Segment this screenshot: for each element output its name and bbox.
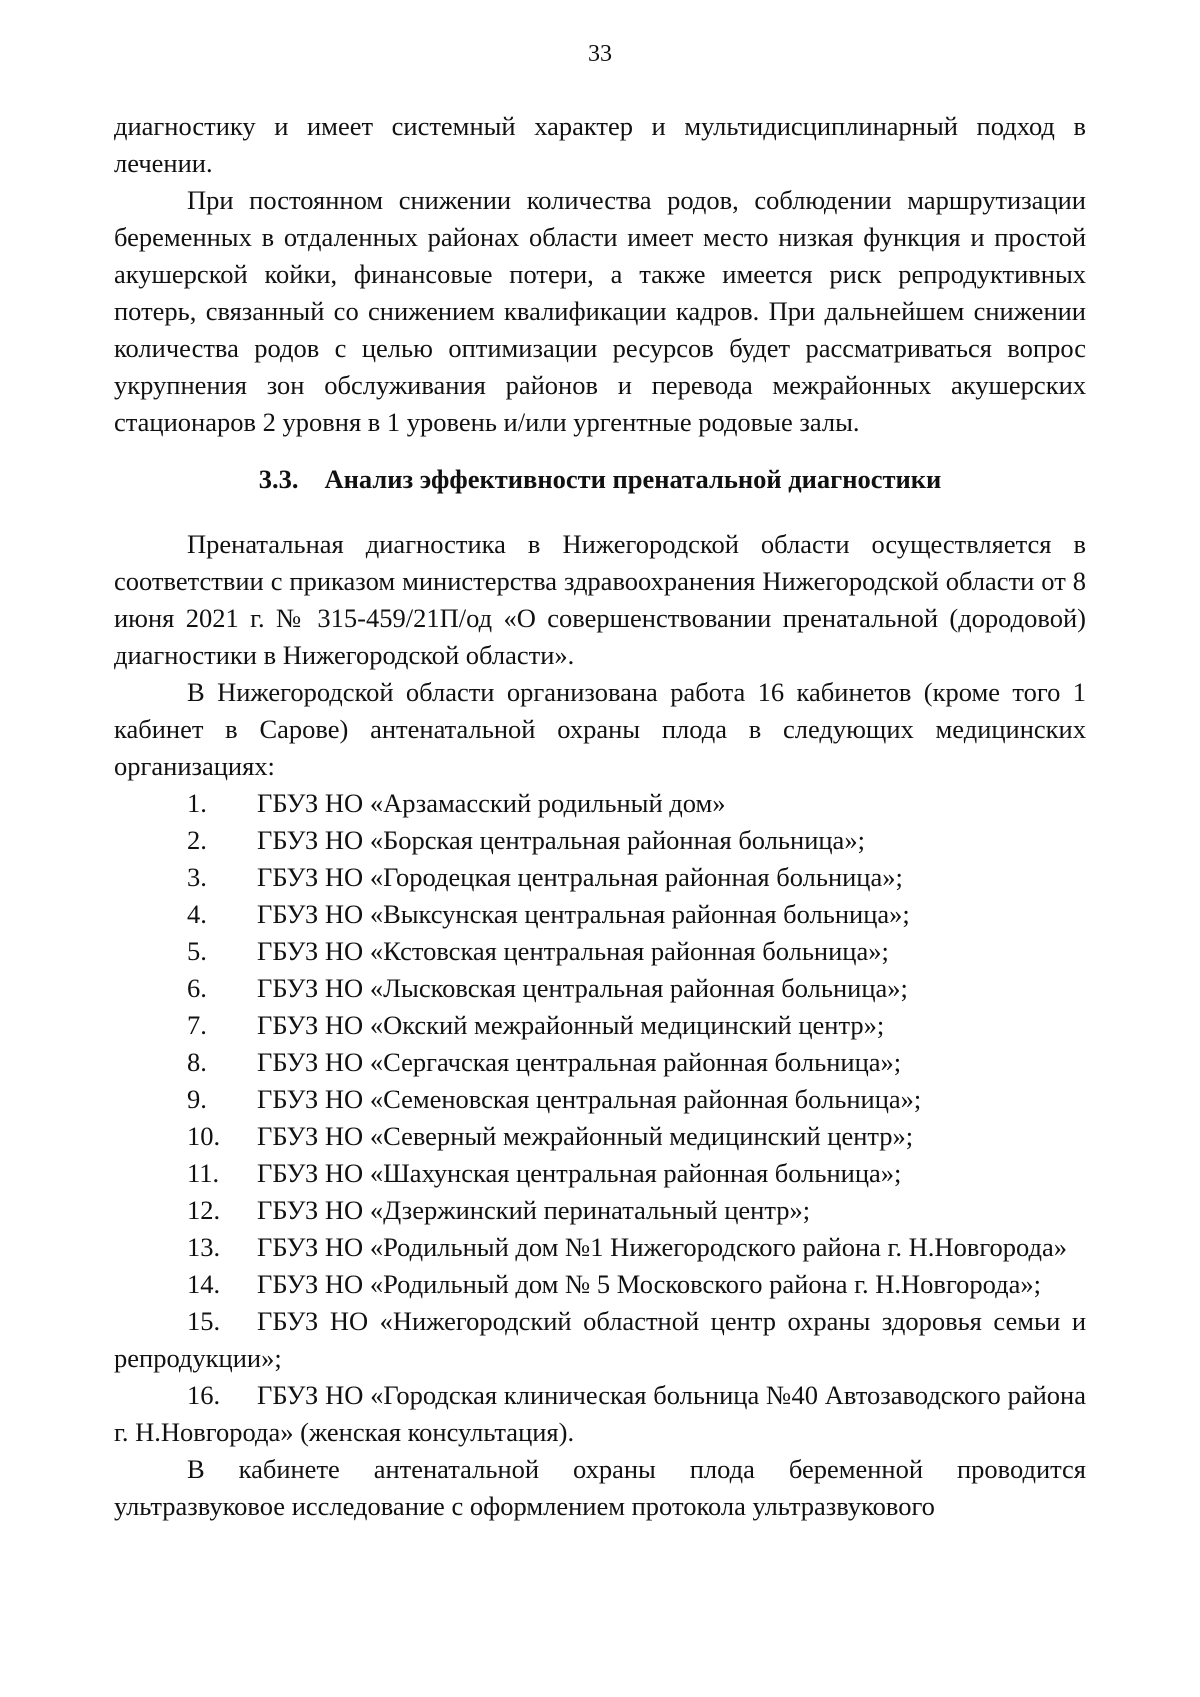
list-item xyxy=(114,1044,1086,1081)
list-item-number: 5. xyxy=(187,936,207,966)
list-item-number: 14. xyxy=(187,1269,221,1299)
list-item-number: 9. xyxy=(187,1084,207,1114)
list-item xyxy=(114,1303,1086,1377)
list-item-text: ГБУЗ НО «Городская клиническая больница №40 Автозаводского района г. Н.Новгорода» (женская консультация). xyxy=(114,1380,1086,1447)
list-item xyxy=(114,1155,1086,1192)
page-content xyxy=(114,108,1086,1525)
list-item-number: 13. xyxy=(187,1232,221,1262)
list-item-text: ГБУЗ НО «Сергачская центральная районная больница»; xyxy=(257,1047,902,1077)
list-item-text: ГБУЗ НО «Лысковская центральная районная больница»; xyxy=(257,973,908,1003)
list-item-number: 8. xyxy=(187,1047,207,1077)
list-item xyxy=(114,785,1086,822)
paragraph-ultrasound: В кабинете антенатальной охраны плода беременной проводится ультразвуковое исследование с оформлением протокола ультразвукового xyxy=(114,1454,1086,1521)
paragraph-continuation: диагностику и имеет системный характер и мультидисциплинарный подход в лечении. xyxy=(114,111,1086,178)
list-item xyxy=(114,1229,1086,1266)
list-item-text: ГБУЗ НО «Северный межрайонный медицинский центр»; xyxy=(257,1121,914,1151)
list-item-text: ГБУЗ НО «Родильный дом № 5 Московского района г. Н.Новгорода»; xyxy=(257,1269,1042,1299)
section-title: Анализ эффективности пренатальной диагностики xyxy=(324,464,942,494)
list-item xyxy=(114,1192,1086,1229)
list-item-text: ГБУЗ НО «Арзамасский родильный дом» xyxy=(257,788,726,818)
list-item xyxy=(114,1377,1086,1451)
list-item xyxy=(114,1007,1086,1044)
list-item-text: ГБУЗ НО «Борская центральная районная больница»; xyxy=(257,825,865,855)
list-item-number: 1. xyxy=(187,788,207,818)
organizations-list xyxy=(114,785,1086,1451)
page-number: 33 xyxy=(588,41,612,67)
list-item-text: ГБУЗ НО «Нижегородский областной центр охраны здоровья семьи и репродукции»; xyxy=(114,1306,1086,1373)
list-item xyxy=(114,933,1086,970)
section-heading xyxy=(114,461,1086,498)
list-item-text: ГБУЗ НО «Родильный дом №1 Нижегородского района г. Н.Новгорода» xyxy=(257,1232,1068,1262)
list-item-number: 6. xyxy=(187,973,207,1003)
list-item-text: ГБУЗ НО «Городецкая центральная районная больница»; xyxy=(257,862,903,892)
list-item xyxy=(114,896,1086,933)
list-item-number: 11. xyxy=(187,1158,220,1188)
list-item-number: 10. xyxy=(187,1121,221,1151)
list-item-number: 12. xyxy=(187,1195,221,1225)
list-item xyxy=(114,822,1086,859)
paragraph-prenatal-order: Пренатальная диагностика в Нижегородской области осуществляется в соответствии с приказом министерства здравоохранения Нижегородской области от 8 июня 2021 г. № 315-459/21П/од «О совершенствовании пренатальной (дородовой) диагностики в Нижегородской области». xyxy=(114,529,1086,670)
list-item xyxy=(114,859,1086,896)
list-item xyxy=(114,1118,1086,1155)
list-item-text: ГБУЗ НО «Выксунская центральная районная больница»; xyxy=(257,899,910,929)
paragraph-cabinets-intro: В Нижегородской области организована работа 16 кабинетов (кроме того 1 кабинет в Сарове) антенатальной охраны плода в следующих медицинских организациях: xyxy=(114,677,1086,781)
list-item-number: 4. xyxy=(187,899,207,929)
list-item-text: ГБУЗ НО «Шахунская центральная районная больница»; xyxy=(257,1158,902,1188)
list-item-number: 2. xyxy=(187,825,207,855)
list-item-text: ГБУЗ НО «Окский межрайонный медицинский центр»; xyxy=(257,1010,885,1040)
list-item xyxy=(114,1266,1086,1303)
section-number: 3.3. xyxy=(258,464,299,494)
list-item xyxy=(114,970,1086,1007)
list-item-text: ГБУЗ НО «Семеновская центральная районная больница»; xyxy=(257,1084,922,1114)
list-item-number: 7. xyxy=(187,1010,207,1040)
list-item-text: ГБУЗ НО «Кстовская центральная районная больница»; xyxy=(257,936,889,966)
paragraph-births-decline: При постоянном снижении количества родов, соблюдении маршрутизации беременных в отдаленных районах области имеет место низкая функция и простой акушерской койки, финансовые потери, а также имеется риск репродуктивных потерь, связанный со снижением квалификации кадров. При дальнейшем снижении количества родов с целью оптимизации ресурсов будет рассматриваться вопрос укрупнения зон обслуживания районов и перевода межрайонных акушерских стационаров 2 уровня в 1 уровень и/или ургентные родовые залы. xyxy=(114,185,1086,437)
list-item xyxy=(114,1081,1086,1118)
list-item-number: 16. xyxy=(187,1380,221,1410)
list-item-text: ГБУЗ НО «Дзержинский перинатальный центр»; xyxy=(257,1195,811,1225)
list-item-number: 15. xyxy=(187,1306,221,1336)
list-item-number: 3. xyxy=(187,862,207,892)
